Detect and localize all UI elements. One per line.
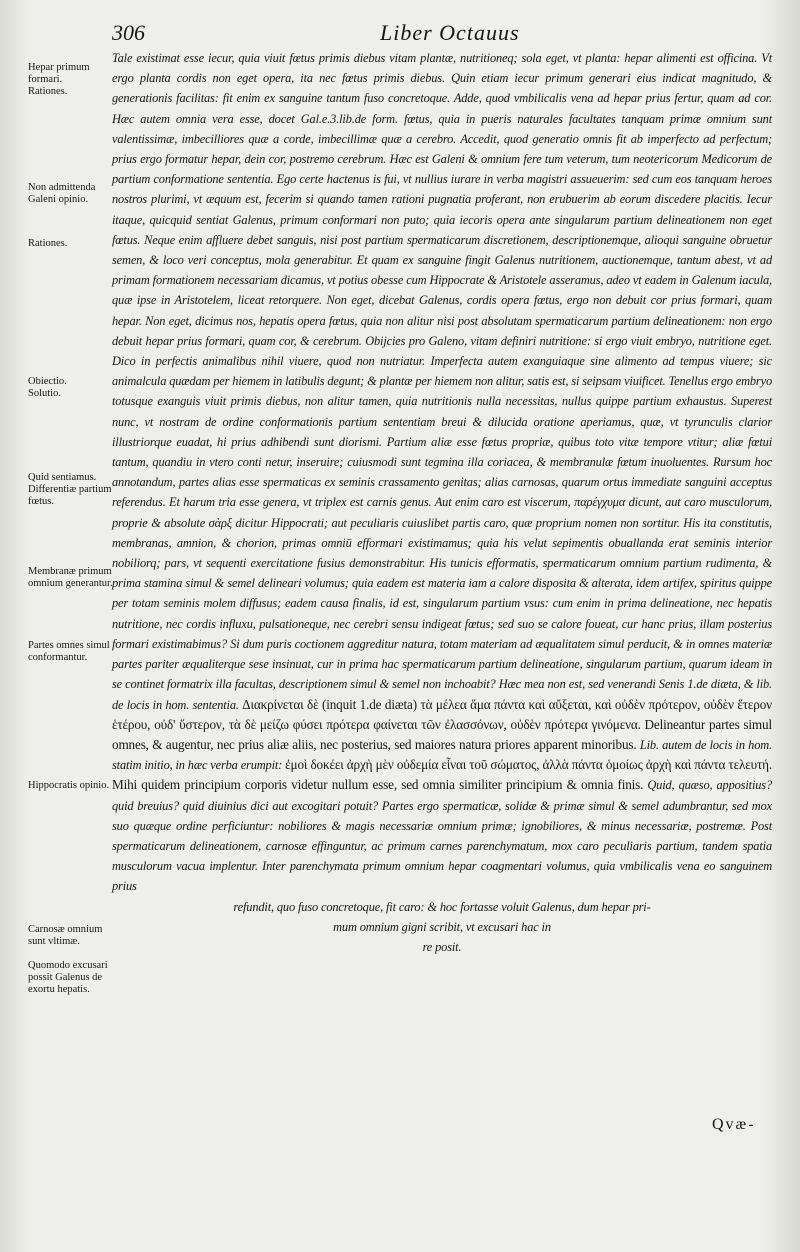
margin-note: Quid sentiamus. Differentiæ partium fœtus.	[28, 472, 112, 507]
body-text	[112, 48, 772, 957]
closing-line: re posit.	[422, 939, 462, 954]
closing-line: mum omnium gigni scribit, vt excusari hac in	[333, 919, 551, 934]
latin-translation: Mihi quidem principium corporis videtur nullum esse, sed omnia similiter principium & omnia finis.	[112, 777, 644, 793]
margin-note: Partes omnes simul conformantur.	[28, 640, 110, 663]
page-header	[0, 20, 800, 48]
latin-translation: Delineantur partes simul omnes, & augentur, nec prius aliæ aliis, nec posterius, sed maiores natura priores apparent minoribus.	[112, 716, 772, 752]
running-title: Liber Octauus	[380, 20, 520, 45]
greek-quote: ἐμοὶ δοκέει ἀρχὴ μὲν οὐδεμία εἶναι τοῦ σώματος, ἀλλὰ πάντα ὁμοίως ἀρχὴ καὶ πάντα τελευτή.	[285, 757, 773, 773]
margin-note: Carnosæ omnium sunt vltimæ.	[28, 924, 103, 947]
catchword: Qvæ-	[712, 1116, 756, 1133]
greek-quote: Διακρίνεται δὲ (inquit 1.de diæta) τὰ μέλεα ἅμα πάντα καὶ αὔξεται, καὶ οὐδὲν πρότερον, οὐδὲν ἕτερον ἑτέρου, οὐδ' ὕστερον, τὰ δὲ μείζω φύσει πρότερα φαίνεται τῶν ἐλασσόνων, οὐδὲν πρότερα γινόμενα.	[112, 696, 772, 732]
margin-note: Hippocratis opinio.	[28, 780, 110, 791]
margin-note: Quomodo excusari possit Galenus de exortu hepatis.	[28, 960, 108, 995]
latin-text: Lib. autem de locis in hom. statim initio, in hæc verba erumpit:	[112, 737, 772, 773]
margin-note: Obiectio. Solutio.	[28, 376, 67, 399]
closing-line: refundit, quo fuso concretoque, fit caro: & hoc fortasse voluit Galenus, dum hepar pri-	[233, 899, 651, 914]
latin-text: Quid, quæso, appositius? quid breuius? quid diuinius dici aut excogitari potuit? Partes ergo spermaticæ, solidæ & primæ simul & semel adumbrantur, sed mox suo quæque ordine perficiuntur: nobiliores & magis necessariæ omnium primæ; ignobiliores, & minus necessariæ, postremæ. Post spermaticarum delineationem, carnosæ effinguntur, ac primum carnes parenchymatum, mox caro peculiaris partium, tandem spatia musculorum vacua implentur. Inter parenchymata primum omnium hepar coagmentari volumus, quia vmbilicalis vena eo sanguinem prius	[112, 778, 772, 894]
latin-text: Tale existimat esse iecur, quia viuit fœtus primis diebus vitam plantæ, nutritioneq; sola eget, vt planta: hepar alimenti est officina. Vt ergo planta cordis non eget opera, ita nec fœtus primis diebus. Quin etiam iecur primum generari eius indicat magnitudo, & generationis facilitas: fit enim ex sanguine tantum fuso concretoque. Adde, quod vmbilicalis vena ad hepar prius fertur, quam ad cor. Hæc autem omnia vera esse, docet Gal.e.3.lib.de form. fœtus, quia in pueris naturales facultates tanquam primæ omnium sunt valentissimæ, imbecilliores quæ a corde, imbecillimæ quæ a cerebro. Accedit, quod generatio omnis fit ab imperfecto ad perfectum; prius ergo formatur hepar, dein cor, postremo cerebrum. Hæc est Galeni & omnium fere tum veterum, tum neotericorum Medicorum de partium conformatione sententia. Ego certe hactenus is fui, vt nullius iurare in verba magistri assueuerim: sed cum eos tanquam heroes nostros plurimi, vt æquum est, fecerim si quando tamen rationi pugnatia proferant, non erubuerim ab eorum discedere placitis. Iecur itaque, quicquid sentiat Galenus, primum conformari non puto; quia iecoris opera ante singularum partium delineationem non eget fœtus. Neque enim affluere debet sanguis, nisi post partium spermaticarum discretionem, descriptionemque, alioqui sanguine obruetur semen, & loco veri conceptus, mola generabitur. Et quam ex sanguine fingit Galenus nutritionem, auctionemque, tantum abest, vt ad primam formationem necessariam dicamus, vt potius obesse cum Hippocrate & Aristotele asseramus, adeo vt eadem in Galenum iacula, quæ ipse in Aristotelem, liceat retorquere. Non eget, dicebat Galenus, cordis opera fœtus, ergo non debuit cor prius formari, quam hepar. Non eget, dicimus nos, hepatis opera fœtus, quia non alitur nisi post absolutam spermaticarum partium delineationem: non ergo debuit hepar prius formari, quam cor, & cerebrum. Obijcies pro Galeno, vitam definiri nutritione: si ergo viuit embryo, nutritione eget. Dico in perfectis animalibus nihil viuere, quod non nutriatur. Imperfecta autem exanguiaque sine alimento ad tempus viuere; sic animalcula quædam per hiemem in latibulis degunt; & plantæ per hiemem non alitur, satis est, si seipsam viuificet. Tenellus ergo embryo totusque exanguis viuit primis diebus, non alitur tamen, quia nutritionis nulla necessitas, nullus quippe partium exhaustus. Superest nunc, vt nostram de ordine conformationis partium sententiam breui & dilucida oratione aperiamus, quæ, vt tyrunculis clarior illustriorque euadat, hi prius adhibendi sunt diorismi. Partium aliæ esse fœtus propriæ, quibus toto vitæ tempore vtitur; aliæ fœtui tantum, quandiu in vtero conti netur, inseruire; cuiusmodi sunt tegmina illa coriacea, & membranulæ fœtum inuoluentes. Rursum hoc annotandum, partes alias esse spermaticas ex seminis crassamento genitas; alias carnosas, quarum ortus immediate sanguini acceptus referendus. Et harum tria esse genera, vt triplex est carnis genus. Aut enim caro est viscerum, παρέγχυμα dicunt, aut caro musculorum, proprie & absolute σὰρξ dicitur Hippocrati; aut peculiaris cuiuslibet partis caro, quæ proprium nomen non sortitur. His ita constitutis, membranas, amnion, & chorion, primas omniū efformari existimamus; quia his velut sepimentis obuallanda erat seminis interior nobiliorq; pars, vt sequenti exercitatione fusius demonstrabitur. His tunicis efformatis, spermaticarum omnium partium rudimenta, & prima stamina simul & semel delineari volumus; quia eadem est materia iam a calore disposita & alterata, idem artifex, spiritus quippe per totam seminis molem diffusus; eadem causa finalis, id est, singularum partium vsus: cum enim in prima delineatione, nec hepatis nutritione, nec cordis influxu, pulsationeque, nec cerebri sensu indigeat fœtus; sed suo se calore foueat, cur hanc prius, illam posterius formari existimabimus? Si dum puris coctionem aggreditur natura, totam materiam ad æqualitatem simul perducit, & in omnes materiæ partes pariter æqualiterque sese insinuat, cur in prima hac spermaticarum partium delineatione, singularum partium, quarum ideam in se continet formatrix illa facultas, descriptionem simul & semel non inchoabit? Hæc mea non est, sed venerandi Senis 1.de diæta, & lib. de locis in hom. sententia.	[112, 51, 772, 712]
margin-note: Membranæ primum omnium generantur.	[28, 566, 113, 589]
margin-note: Hepar primum formari. Rationes.	[28, 62, 90, 97]
margin-note: Non admittenda Galeni opinio.	[28, 182, 96, 205]
body-paragraph	[112, 48, 772, 957]
page-number: 306	[112, 20, 145, 45]
margin-notes	[28, 0, 118, 1252]
margin-note: Rationes.	[28, 238, 68, 249]
